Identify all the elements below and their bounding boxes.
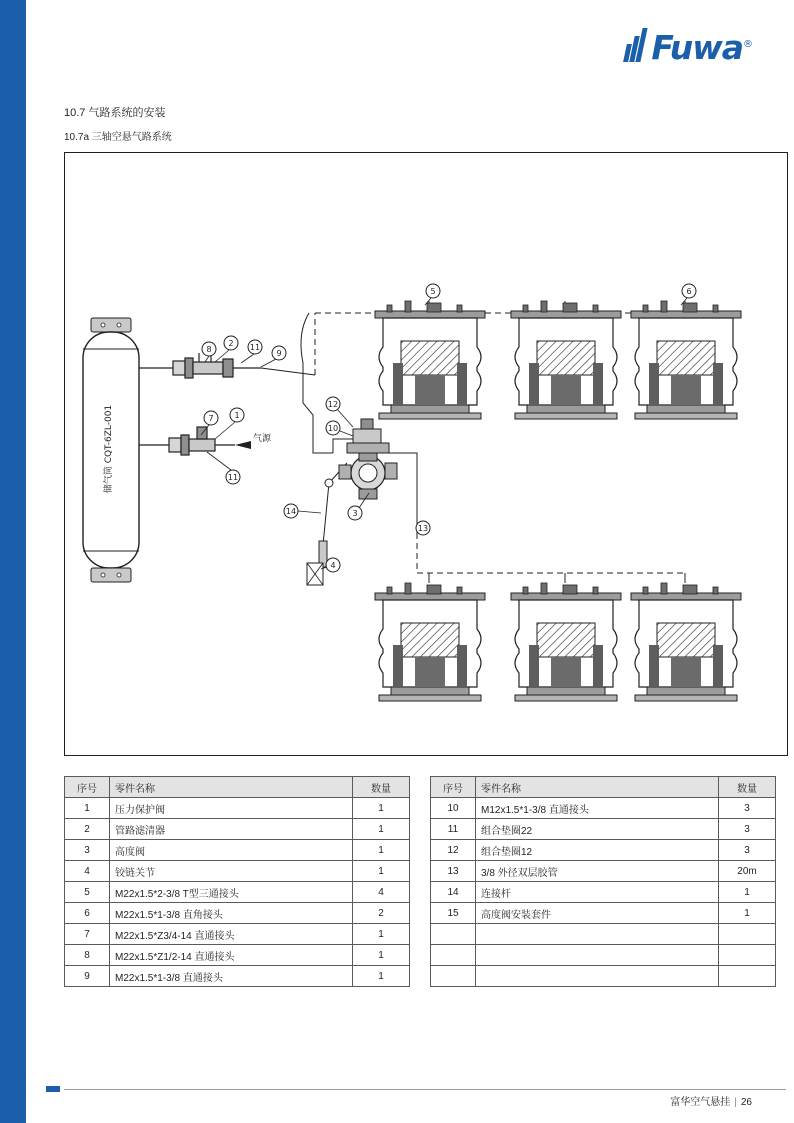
cell-qty: 1 bbox=[719, 882, 776, 903]
table-row bbox=[431, 966, 776, 987]
svg-text:13: 13 bbox=[417, 524, 429, 533]
height-control-valve bbox=[339, 419, 397, 499]
callout-13 bbox=[416, 521, 430, 535]
cell-qty: 1 bbox=[353, 966, 410, 987]
cell-qty bbox=[719, 924, 776, 945]
cell-qty: 3 bbox=[719, 798, 776, 819]
cell-name: 组合垫圈12 bbox=[476, 840, 719, 861]
cell-no: 10 bbox=[431, 798, 476, 819]
table-row bbox=[65, 966, 410, 987]
section-heading: 10.7 气路系统的安装 bbox=[64, 107, 166, 119]
svg-text:1: 1 bbox=[234, 411, 240, 420]
callout-9 bbox=[261, 346, 286, 367]
callout-7 bbox=[201, 411, 218, 435]
cell-no: 2 bbox=[65, 819, 110, 840]
cell-name: M22x1.5*Z1/2-14 直通接头 bbox=[110, 945, 353, 966]
cell-qty bbox=[719, 966, 776, 987]
callout-10 bbox=[326, 421, 353, 436]
air-source-marker bbox=[235, 432, 272, 449]
header-qty: 数量 bbox=[719, 777, 776, 798]
callout-14 bbox=[284, 504, 321, 518]
svg-text:12: 12 bbox=[327, 400, 339, 409]
cell-no bbox=[431, 945, 476, 966]
svg-text:4: 4 bbox=[330, 561, 336, 570]
cell-name: 铰链关节 bbox=[110, 861, 353, 882]
cell-qty: 4 bbox=[353, 882, 410, 903]
cell-name bbox=[476, 924, 719, 945]
cell-no: 3 bbox=[65, 840, 110, 861]
table-header-row bbox=[65, 777, 410, 798]
svg-text:7: 7 bbox=[208, 414, 214, 423]
pneumatic-system-diagram bbox=[64, 152, 788, 756]
table-row bbox=[431, 819, 776, 840]
header-no: 序号 bbox=[431, 777, 476, 798]
cell-name bbox=[476, 945, 719, 966]
table-row bbox=[65, 945, 410, 966]
fuwa-logo bbox=[625, 28, 752, 67]
header-name: 零件名称 bbox=[476, 777, 719, 798]
cell-no: 14 bbox=[431, 882, 476, 903]
svg-text:11: 11 bbox=[249, 343, 261, 352]
cell-qty: 20m bbox=[719, 861, 776, 882]
callout-2 bbox=[215, 336, 238, 362]
cell-qty: 1 bbox=[353, 798, 410, 819]
cell-no: 6 bbox=[65, 903, 110, 924]
cell-name: 高度阀安装套件 bbox=[476, 903, 719, 924]
cell-no: 15 bbox=[431, 903, 476, 924]
cell-qty: 3 bbox=[719, 840, 776, 861]
header-qty: 数量 bbox=[353, 777, 410, 798]
logo-bars-icon bbox=[625, 28, 646, 62]
table-row bbox=[65, 882, 410, 903]
cell-name: 组合垫圈22 bbox=[476, 819, 719, 840]
svg-text:气源: 气源 bbox=[253, 434, 272, 444]
svg-text:9: 9 bbox=[276, 349, 282, 358]
cell-qty: 1 bbox=[353, 819, 410, 840]
cell-name bbox=[476, 966, 719, 987]
page-number: 26 bbox=[740, 1097, 752, 1108]
footer-title: 富华空气悬挂 bbox=[670, 1097, 731, 1108]
cell-no: 11 bbox=[431, 819, 476, 840]
svg-text:储气筒 CQT-6ZL-001: 储气筒 CQT-6ZL-001 bbox=[104, 404, 114, 494]
cell-name: 管路滤清器 bbox=[110, 819, 353, 840]
cell-no bbox=[431, 924, 476, 945]
table-row bbox=[431, 840, 776, 861]
footer-accent bbox=[46, 1086, 60, 1092]
footer bbox=[670, 1093, 752, 1108]
parts-table-left bbox=[64, 776, 410, 987]
cell-name: 压力保护阀 bbox=[110, 798, 353, 819]
footer-divider bbox=[64, 1089, 786, 1090]
table-row bbox=[65, 924, 410, 945]
cell-no: 5 bbox=[65, 882, 110, 903]
cell-no bbox=[431, 966, 476, 987]
svg-text:6: 6 bbox=[686, 287, 692, 296]
cell-no: 9 bbox=[65, 966, 110, 987]
table-row bbox=[431, 945, 776, 966]
cell-no: 1 bbox=[65, 798, 110, 819]
table-row bbox=[65, 903, 410, 924]
cell-name: 3/8 外径双层胶管 bbox=[476, 861, 719, 882]
callout-11a bbox=[241, 340, 262, 363]
cell-qty: 1 bbox=[353, 861, 410, 882]
table-row bbox=[65, 819, 410, 840]
cell-name: M22x1.5*1-3/8 直角接头 bbox=[110, 903, 353, 924]
air-tank bbox=[83, 318, 139, 582]
cell-no: 13 bbox=[431, 861, 476, 882]
left-blue-bar bbox=[0, 0, 26, 1123]
cell-qty: 1 bbox=[719, 903, 776, 924]
cell-qty: 1 bbox=[353, 945, 410, 966]
table-row bbox=[431, 903, 776, 924]
cell-no: 7 bbox=[65, 924, 110, 945]
table-row bbox=[431, 924, 776, 945]
svg-text:10: 10 bbox=[327, 424, 339, 433]
table-header-row bbox=[431, 777, 776, 798]
header-name: 零件名称 bbox=[110, 777, 353, 798]
cell-no: 12 bbox=[431, 840, 476, 861]
table-row bbox=[431, 861, 776, 882]
cell-no: 4 bbox=[65, 861, 110, 882]
cell-qty: 1 bbox=[353, 840, 410, 861]
footer-separator: | bbox=[734, 1097, 737, 1108]
callout-8 bbox=[202, 342, 216, 362]
svg-text:2: 2 bbox=[228, 339, 234, 348]
cell-name: 高度阀 bbox=[110, 840, 353, 861]
parts-table-right bbox=[430, 776, 776, 987]
callout-11b bbox=[207, 452, 240, 484]
callout-6 bbox=[681, 284, 696, 305]
cell-name: M22x1.5*Z3/4-14 直通接头 bbox=[110, 924, 353, 945]
table-row bbox=[65, 861, 410, 882]
callout-5 bbox=[425, 284, 440, 305]
svg-text:14: 14 bbox=[285, 507, 297, 516]
cell-qty: 3 bbox=[719, 819, 776, 840]
cell-no: 8 bbox=[65, 945, 110, 966]
cell-qty bbox=[719, 945, 776, 966]
callout-1 bbox=[215, 408, 244, 439]
table-row bbox=[65, 840, 410, 861]
logo-text: Fuwa® bbox=[651, 28, 752, 67]
cell-name: M22x1.5*1-3/8 直通接头 bbox=[110, 966, 353, 987]
svg-text:11: 11 bbox=[227, 473, 239, 482]
table-row bbox=[431, 798, 776, 819]
cell-name: M12x1.5*1-3/8 直通接头 bbox=[476, 798, 719, 819]
registered-mark: ® bbox=[743, 39, 752, 50]
cell-qty: 1 bbox=[353, 924, 410, 945]
svg-text:5: 5 bbox=[430, 287, 436, 296]
table-row bbox=[431, 882, 776, 903]
table-row bbox=[65, 798, 410, 819]
cell-name: 连接杆 bbox=[476, 882, 719, 903]
svg-text:8: 8 bbox=[206, 345, 212, 354]
header-no: 序号 bbox=[65, 777, 110, 798]
svg-text:3: 3 bbox=[352, 509, 358, 518]
cell-qty: 2 bbox=[353, 903, 410, 924]
cell-name: M22x1.5*2-3/8 T型三通接头 bbox=[110, 882, 353, 903]
subsection-heading: 10.7a 三轴空悬气路系统 bbox=[64, 132, 172, 143]
